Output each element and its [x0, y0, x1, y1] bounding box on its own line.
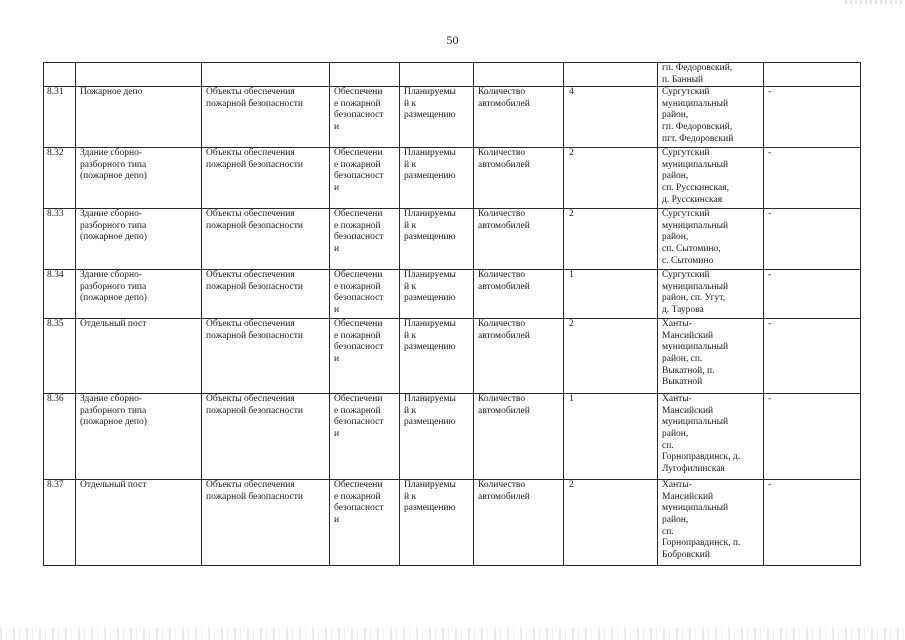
cell-name: Здание сборно- разборного типа (пожарное депо) [76, 209, 202, 270]
cell-metric: Количество автомобилей [474, 87, 564, 148]
cell-purpose: Обеспечени е пожарной безопасност и [330, 480, 400, 566]
cell-qty [564, 63, 658, 87]
cell-qty: 2 [564, 319, 658, 394]
cell-purpose: Обеспечени е пожарной безопасност и [330, 148, 400, 209]
cell-num: 8.34 [44, 270, 76, 319]
cell-status: Планируемы й к размещению [400, 209, 474, 270]
cell-num: 8.32 [44, 148, 76, 209]
cell-category: Объекты обеспечения пожарной безопасности [202, 394, 330, 480]
cell-status: Планируемы й к размещению [400, 87, 474, 148]
cell-status: Планируемы й к размещению [400, 394, 474, 480]
cell-metric: Количество автомобилей [474, 209, 564, 270]
cell-location: Ханты- Мансийский муниципальный район, сп. Выкатной, п. Выкатной [658, 319, 764, 394]
cell-num: 8.35 [44, 319, 76, 394]
page-number: 50 [446, 33, 459, 47]
cell-notes: - [764, 270, 861, 319]
cell-qty: 1 [564, 270, 658, 319]
cell-location: Ханты- Мансийский муниципальный район, сп. Горноправдинск, п. Бобровский [658, 480, 764, 566]
table-row [44, 270, 861, 319]
cell-category [202, 63, 330, 87]
cell-num: 8.37 [44, 480, 76, 566]
cell-category: Объекты обеспечения пожарной безопасности [202, 209, 330, 270]
cell-metric: Количество автомобилей [474, 319, 564, 394]
cell-notes: - [764, 148, 861, 209]
cell-location: Ханты- Мансийский муниципальный район, сп. Горноправдинск, д. Лугофилинская [658, 394, 764, 480]
table-row [44, 87, 861, 148]
cell-category: Объекты обеспечения пожарной безопасности [202, 148, 330, 209]
cell-num: 8.33 [44, 209, 76, 270]
cell-purpose [330, 63, 400, 87]
cell-purpose: Обеспечени е пожарной безопасност и [330, 87, 400, 148]
cell-status: Планируемы й к размещению [400, 270, 474, 319]
table-row [44, 209, 861, 270]
cell-metric: Количество автомобилей [474, 270, 564, 319]
cell-category: Объекты обеспечения пожарной безопасности [202, 480, 330, 566]
cell-notes: - [764, 87, 861, 148]
cell-purpose: Обеспечени е пожарной безопасност и [330, 394, 400, 480]
cell-metric: Количество автомобилей [474, 394, 564, 480]
cell-name [76, 63, 202, 87]
cell-notes: - [764, 319, 861, 394]
cell-name: Отдельный пост [76, 480, 202, 566]
cell-notes: - [764, 209, 861, 270]
cell-notes: - [764, 394, 861, 480]
cell-notes: - [764, 480, 861, 566]
cell-name: Здание сборно- разборного типа (пожарное депо) [76, 270, 202, 319]
cell-metric: Количество автомобилей [474, 148, 564, 209]
cell-purpose: Обеспечени е пожарной безопасност и [330, 209, 400, 270]
cell-num [44, 63, 76, 87]
cell-name: Здание сборно- разборного типа (пожарное депо) [76, 148, 202, 209]
cell-qty: 2 [564, 480, 658, 566]
cell-qty: 4 [564, 87, 658, 148]
table-row [44, 394, 861, 480]
cell-num: 8.36 [44, 394, 76, 480]
cell-status [400, 63, 474, 87]
scan-artifact-top [845, 0, 905, 4]
cell-location: Сургутский муниципальный район, сп. Сытомино, с. Сытомино [658, 209, 764, 270]
cell-metric [474, 63, 564, 87]
table-row [44, 319, 861, 394]
cell-name: Пожарное депо [76, 87, 202, 148]
cell-qty: 1 [564, 394, 658, 480]
cell-qty: 2 [564, 148, 658, 209]
cell-qty: 2 [564, 209, 658, 270]
cell-location: Сургутский муниципальный район, сп. Угут, д. Таурова [658, 270, 764, 319]
cell-category: Объекты обеспечения пожарной безопасности [202, 319, 330, 394]
table-row [44, 148, 861, 209]
cell-location: Сургутский муниципальный район, гп. Федоровский, пгт. Федоровский [658, 87, 764, 148]
cell-purpose: Обеспечени е пожарной безопасност и [330, 319, 400, 394]
cell-notes [764, 63, 861, 87]
cell-name: Отдельный пост [76, 319, 202, 394]
cell-location: Сургутский муниципальный район, сп. Русскинская, д. Русскинская [658, 148, 764, 209]
cell-num: 8.31 [44, 87, 76, 148]
cell-status: Планируемы й к размещению [400, 319, 474, 394]
facilities-table [43, 62, 861, 566]
cell-category: Объекты обеспечения пожарной безопасности [202, 270, 330, 319]
cell-status: Планируемы й к размещению [400, 480, 474, 566]
table-row [44, 480, 861, 566]
cell-location: гп. Федоровский, п. Банный [658, 63, 764, 87]
cell-metric: Количество автомобилей [474, 480, 564, 566]
cell-purpose: Обеспечени е пожарной безопасност и [330, 270, 400, 319]
scan-artifact-bottom [0, 628, 905, 640]
cell-name: Здание сборно- разборного типа (пожарное депо) [76, 394, 202, 480]
cell-status: Планируемы й к размещению [400, 148, 474, 209]
cell-category: Объекты обеспечения пожарной безопасности [202, 87, 330, 148]
table-row-continuation [44, 63, 861, 87]
